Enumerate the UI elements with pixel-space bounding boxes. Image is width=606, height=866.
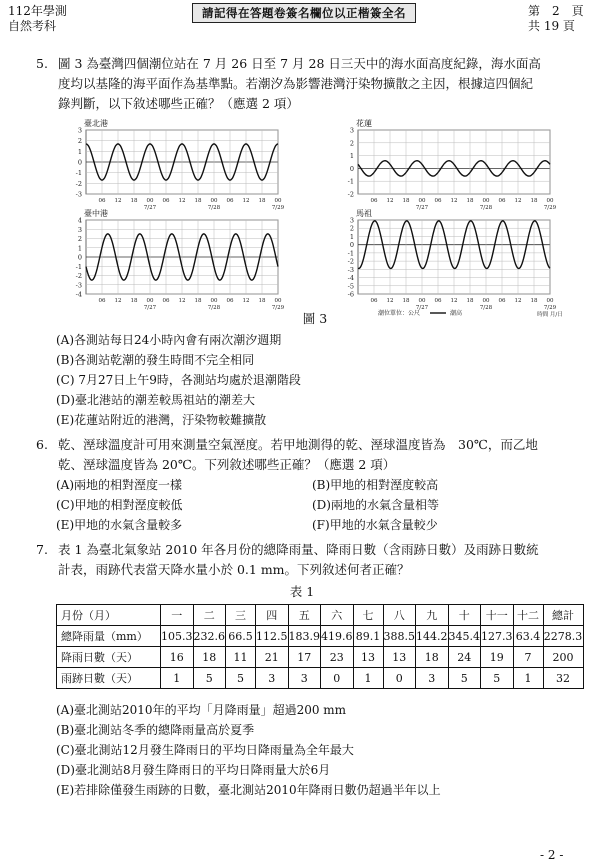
exam-name: 112年學測 (8, 4, 67, 18)
legend-series: 潮高 (450, 310, 463, 317)
y-tick-label: 0 (77, 253, 82, 262)
x-tick-label: 18 (402, 298, 410, 304)
x-tick-label: 18 (530, 298, 538, 304)
station-name: 花蓮 (356, 119, 372, 128)
q7-option-d[interactable]: (D)臺北測站8月發生降雨日的平均日降雨量大於6月 (56, 763, 331, 777)
q6-options-left (56, 475, 183, 535)
x-tick-label: 18 (194, 298, 202, 304)
x-tick-label: 00 (274, 198, 282, 204)
y-tick-label: 3 (77, 225, 82, 234)
x-tick-label: 12 (242, 198, 250, 204)
y-tick-label: 0 (349, 241, 354, 250)
y-tick-label: 1 (77, 244, 82, 253)
q7-option-a[interactable]: (A)臺北測站2010年的平均「月降雨量」超過200 mm (56, 703, 347, 717)
q7-stem-line: 計表，雨跡代表當天降水量小於 0.1 mm。下列敘述何者正確？ (58, 562, 410, 577)
x-tick-label: 12 (114, 298, 122, 304)
q6-stem-line: 乾、溼球溫度計可用來測量空氣溼度。若甲地測得的乾、溼球溫度皆為 30℃，而乙地 (58, 437, 538, 452)
q6-option-c[interactable]: (C)甲地的相對溼度較低 (56, 498, 183, 512)
x-tick-label: 12 (450, 198, 458, 204)
y-tick-label: -1 (347, 249, 354, 258)
x-tick-label: 00 (418, 198, 426, 204)
table-cell: 24 (448, 647, 481, 668)
x-tick-label: 00 (210, 298, 218, 304)
y-tick-label: 2 (349, 139, 354, 148)
table-cell: 19 (481, 647, 514, 668)
x-tick-label: 06 (434, 298, 442, 304)
table-cell: 7 (513, 647, 543, 668)
table-cell: 18 (416, 647, 449, 668)
table-cell: 十二 (513, 605, 543, 626)
y-tick-label: 2 (77, 137, 82, 146)
table-cell: 2278.3 (543, 626, 583, 647)
table-cell: 232.6 (193, 626, 226, 647)
x-tick-label: 06 (370, 198, 378, 204)
q6-number: 6. (36, 437, 48, 452)
x-tick-label: 18 (258, 198, 266, 204)
x-tick-label: 06 (498, 198, 506, 204)
x-tick-label: 18 (194, 198, 202, 204)
table-cell: 三 (226, 605, 256, 626)
x-tick-label: 00 (546, 298, 554, 304)
table-cell: 16 (161, 647, 194, 668)
y-tick-label: 4 (77, 216, 82, 225)
table-cell: 105.3 (161, 626, 194, 647)
x-tick-label: 12 (386, 198, 394, 204)
table-cell: 32 (543, 668, 583, 689)
x-tick-label: 12 (514, 298, 522, 304)
legend-unit: 潮位單位：公尺 (378, 310, 421, 317)
table-row-header: 降雨日數（天） (57, 647, 161, 668)
table-cell: 388.5 (383, 626, 416, 647)
table-cell: 63.4 (513, 626, 543, 647)
table-cell: 5 (481, 668, 514, 689)
table-cell: 17 (288, 647, 321, 668)
x-tick-label: 06 (226, 298, 234, 304)
date-label: 7/27 (415, 205, 429, 211)
table-cell: 11 (226, 647, 256, 668)
date-label: 7/28 (207, 205, 221, 211)
x-tick-label: 12 (178, 298, 186, 304)
table-cell: 四 (256, 605, 289, 626)
x-tick-label: 18 (258, 298, 266, 304)
q6-option-b[interactable]: (B)甲地的相對溼度較高 (312, 478, 439, 492)
y-tick-label: -5 (347, 282, 354, 291)
x-tick-label: 18 (130, 198, 138, 204)
table-header-row (57, 605, 584, 626)
table-cell: 21 (256, 647, 289, 668)
q6-stem-line: 乾、溼球溫度皆為 20℃。下列敘述哪些正確？（應選 2 項） (58, 457, 396, 472)
q7-number: 7. (36, 542, 48, 557)
y-tick-label: 2 (77, 235, 82, 243)
x-tick-label: 06 (498, 298, 506, 304)
y-tick-label: -4 (347, 274, 354, 283)
q5-option-c[interactable]: (C) 7月27日上午9時，各測站均處於退潮階段 (56, 373, 301, 387)
table-cell: 5 (226, 668, 256, 689)
figure-caption: 圖 3 (302, 311, 328, 326)
y-tick-label: 1 (77, 147, 82, 156)
table-cell: 五 (288, 605, 321, 626)
q5-stem-line: 錄判斷，以下敘述哪些正確？（應選 2 項） (58, 96, 299, 111)
y-tick-label: -4 (75, 290, 82, 299)
table-cell: 二 (193, 605, 226, 626)
date-label: 7/29 (543, 205, 557, 211)
q6-option-f[interactable]: (F)甲地的水氣含量較少 (312, 518, 438, 532)
date-label: 7/28 (479, 305, 493, 311)
x-tick-label: 06 (162, 298, 170, 304)
x-tick-label: 18 (466, 198, 474, 204)
x-tick-label: 12 (114, 198, 122, 204)
table-cell: 一 (161, 605, 194, 626)
table-cell: 23 (321, 647, 354, 668)
table-cell: 1 (161, 668, 194, 689)
y-tick-label: -3 (347, 265, 354, 274)
table-cell: 13 (383, 647, 416, 668)
q7-option-e[interactable]: (E)若排除僅發生雨跡的日數，臺北測站2010年降雨日數仍超過半年以上 (56, 783, 441, 797)
station-name: 臺中港 (84, 209, 108, 218)
table-cell: 419.6 (321, 626, 354, 647)
y-tick-label: 3 (349, 126, 354, 135)
q5-options (56, 330, 301, 430)
y-tick-label: 0 (349, 164, 354, 173)
table-cell: 112.5 (256, 626, 289, 647)
date-label: 7/29 (271, 205, 285, 211)
date-label: 7/28 (207, 305, 221, 311)
x-tick-label: 00 (546, 198, 554, 204)
table-cell: 0 (383, 668, 416, 689)
table-cell: 十 (448, 605, 481, 626)
y-tick-label: 3 (349, 216, 354, 225)
q5-option-a[interactable]: (A)各測站每日24小時內會有兩次潮汐週期 (56, 333, 282, 347)
x-tick-label: 00 (418, 298, 426, 304)
q7-options (56, 700, 441, 800)
table-row (57, 647, 584, 668)
y-tick-label: -2 (347, 190, 354, 199)
x-tick-label: 18 (466, 298, 474, 304)
x-tick-label: 00 (482, 298, 490, 304)
station-name: 馬祖 (356, 209, 372, 218)
q6-option-a[interactable]: (A)兩地的相對溼度一樣 (56, 478, 183, 492)
y-tick-label: -1 (347, 177, 354, 186)
table-cell: 十一 (481, 605, 514, 626)
y-tick-label: -3 (75, 281, 82, 290)
table-cell: 總計 (543, 605, 583, 626)
table-cell: 1 (513, 668, 543, 689)
tide-chart (76, 208, 285, 311)
signature-reminder-banner: 請記得在答題卷簽名欄位以正楷簽全名 (192, 3, 416, 23)
q5-stem-line: 度均以基隆的海平面作為基準點。若潮汐為影響港灣汙染物擴散之主因，根據這四個紀 (58, 76, 534, 91)
station-name: 臺北港 (84, 119, 108, 128)
q6-options-right (312, 475, 439, 535)
tide-chart (76, 118, 285, 211)
table-row-header: 雨跡日數（天） (57, 668, 161, 689)
x-axis-unit: 時間 月/日 (537, 312, 563, 318)
y-tick-label: -2 (75, 179, 82, 188)
table-cell: 0 (321, 668, 354, 689)
table-row-header: 月份（月） (57, 605, 161, 626)
table-cell: 3 (416, 668, 449, 689)
q7-option-c[interactable]: (C)臺北測站12月發生降雨日的平均日降雨量為全年最大 (56, 743, 354, 757)
table-row (57, 668, 584, 689)
y-tick-label: -2 (347, 257, 354, 266)
table-cell: 3 (256, 668, 289, 689)
table-cell: 六 (321, 605, 354, 626)
date-label: 7/29 (271, 305, 285, 311)
y-tick-label: -3 (75, 190, 82, 199)
date-label: 7/27 (415, 305, 429, 311)
y-tick-label: 1 (349, 152, 354, 161)
y-tick-label: 1 (349, 232, 354, 241)
date-label: 7/29 (543, 305, 557, 311)
tide-chart (348, 118, 557, 211)
page-indicator: 第 2 頁 (528, 4, 584, 18)
footer-page-number: - 2 - (540, 848, 564, 862)
table-cell: 3 (288, 668, 321, 689)
tide-chart (348, 208, 563, 318)
date-label: 7/28 (479, 205, 493, 211)
table-cell: 18 (193, 647, 226, 668)
table-cell: 66.5 (226, 626, 256, 647)
q5-option-d[interactable]: (D)臺北港站的潮差較馬祖站的潮差大 (56, 393, 255, 407)
q6-option-e[interactable]: (E)甲地的水氣含量較多 (56, 518, 183, 532)
q5-stem (58, 54, 578, 114)
y-tick-label: 0 (77, 158, 82, 167)
table-cell: 八 (383, 605, 416, 626)
x-tick-label: 18 (530, 198, 538, 204)
q5-option-e[interactable]: (E)花蓮站附近的港灣，汙染物較難擴散 (56, 413, 267, 427)
x-tick-label: 00 (146, 198, 154, 204)
x-tick-label: 12 (386, 298, 394, 304)
table-cell: 5 (193, 668, 226, 689)
table-cell: 89.1 (353, 626, 383, 647)
y-tick-label: -2 (75, 272, 82, 280)
x-tick-label: 00 (146, 298, 154, 304)
x-tick-label: 12 (178, 198, 186, 204)
subject-name: 自然考科 (8, 19, 57, 33)
table-cell: 13 (353, 647, 383, 668)
table-cell: 183.9 (288, 626, 321, 647)
date-label: 7/27 (143, 305, 157, 311)
x-tick-label: 12 (450, 298, 458, 304)
table-title: 表 1 (289, 584, 315, 599)
table-cell: 5 (448, 668, 481, 689)
x-tick-label: 06 (434, 198, 442, 204)
x-tick-label: 06 (226, 198, 234, 204)
chart-legend (378, 309, 462, 317)
table-cell: 1 (353, 668, 383, 689)
table-cell: 七 (353, 605, 383, 626)
table-cell: 九 (416, 605, 449, 626)
x-tick-label: 12 (242, 298, 250, 304)
x-tick-label: 00 (210, 198, 218, 204)
q5-stem-line: 圖 3 為臺灣四個潮位站在 7 月 26 日至 7 月 28 日三天中的海水面高度紀錄，海水面高 (58, 56, 541, 71)
table-cell: 144.2 (416, 626, 449, 647)
date-label: 7/27 (143, 205, 157, 211)
table-cell: 345.4 (448, 626, 481, 647)
q5-number: 5. (36, 56, 48, 71)
q7-option-b[interactable]: (B)臺北測站冬季的總降雨量高於夏季 (56, 723, 255, 737)
x-tick-label: 00 (274, 298, 282, 304)
y-tick-label: -1 (75, 169, 82, 178)
table-cell: 200 (543, 647, 583, 668)
table-cell: 127.3 (481, 626, 514, 647)
x-tick-label: 12 (514, 198, 522, 204)
x-tick-label: 06 (370, 298, 378, 304)
x-tick-label: 18 (402, 198, 410, 204)
x-tick-label: 00 (482, 198, 490, 204)
q6-option-d[interactable]: (D)兩地的水氣含量相等 (312, 498, 439, 512)
x-tick-label: 06 (162, 198, 170, 204)
total-pages: 共 19 頁 (528, 19, 575, 33)
x-tick-label: 06 (98, 198, 106, 204)
x-tick-label: 18 (130, 298, 138, 304)
y-tick-label: -1 (75, 262, 82, 271)
q7-stem (58, 540, 588, 580)
q5-option-b[interactable]: (B)各測站乾潮的發生時間不完全相同 (56, 353, 255, 367)
x-tick-label: 06 (98, 298, 106, 304)
q6-stem (58, 435, 588, 475)
table-row-header: 總降雨量（mm） (57, 626, 161, 647)
tide-figure (0, 112, 606, 322)
table-row (57, 626, 584, 647)
y-tick-label: -6 (347, 290, 354, 299)
y-tick-label: 2 (349, 224, 354, 233)
rainfall-table (56, 604, 584, 689)
y-tick-label: 3 (77, 126, 82, 135)
q7-stem-line: 表 1 為臺北氣象站 2010 年各月份的總降雨量、降雨日數（含雨跡日數）及雨跡日數統 (58, 542, 539, 557)
